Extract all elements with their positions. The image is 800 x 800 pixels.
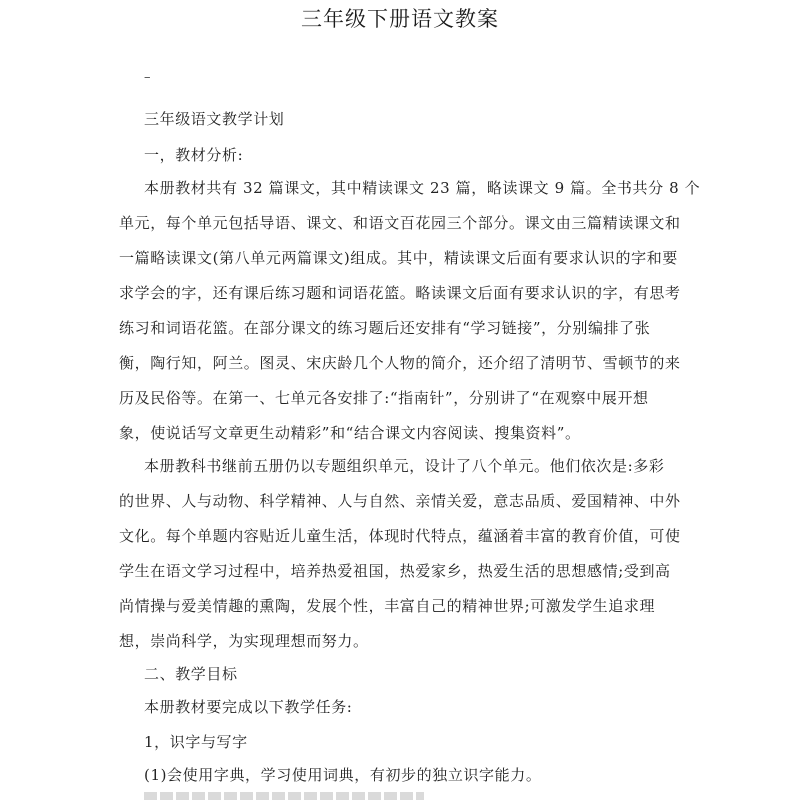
text-line: 1，识字与写字 — [144, 733, 248, 751]
text-line: 一篇略读课文(第八单元两篇课文)组成。其中，精读课文后面有要求认识的字和要 — [119, 249, 678, 267]
text-line: 单元，每个单元包括导语、课文、和语文百花园三个部分。课文由三篇精读课文和 — [119, 214, 681, 232]
text-line: 文化。每个单题内容贴近儿童生活，体现时代特点，蕴涵着丰富的教育价值，可使 — [119, 527, 681, 545]
text-line: 一，教材分析: — [144, 146, 244, 164]
text-line: 衡，陶行知，阿兰。图灵、宋庆龄几个人物的简介，还介绍了清明节、雪顿节的来 — [119, 354, 681, 372]
text-line: 学生在语文学习过程中，培养热爱祖国，热爱家乡，热爱生活的思想感情;受到高 — [119, 562, 671, 580]
cut-off-text-line — [144, 792, 424, 800]
text-line: 历及民俗等。在第一、七单元各安排了:“指南针”，分别讲了“在观察中展开想 — [119, 389, 649, 407]
text-line: 本册教材共有 32 篇课文，其中精读课文 23 篇，略读课文 9 篇。全书共分 8 个 — [144, 179, 701, 197]
text-line: 象，使说话写文章更生动精彩”和“结合课文内容阅读、搜集资料”。 — [119, 424, 581, 442]
text-line: 尚情操与爱美情趣的熏陶，发展个性，丰富自己的精神世界;可激发学生追求理 — [119, 597, 656, 615]
text-line: 求学会的字，还有课后练习题和词语花篮。略读课文后面有要求认识的字，有思考 — [119, 284, 681, 302]
text-line: 二、教学目标 — [144, 665, 238, 683]
text-line: 本册教材要完成以下教学任务: — [144, 698, 353, 716]
text-line: 练习和词语花篮。在部分课文的练习题后还安排有“学习链接”，分别编排了张 — [119, 319, 651, 337]
text-line: 想，崇尚科学，为实现理想而努力。 — [119, 632, 369, 650]
text-line: 三年级语文教学计划 — [144, 110, 285, 128]
dash-marker: – — [144, 70, 151, 85]
text-line: 本册教科书继前五册仍以专题组织单元，设计了八个单元。他们依次是:多彩 — [144, 457, 665, 475]
document-title: 三年级下册语文教案 — [301, 7, 499, 31]
text-line: 的世界、人与动物、科学精神、人与自然、亲情关爱，意志品质、爱国精神、中外 — [119, 492, 681, 510]
text-line: (1)会使用字典，学习使用词典，有初步的独立识字能力。 — [144, 766, 542, 784]
